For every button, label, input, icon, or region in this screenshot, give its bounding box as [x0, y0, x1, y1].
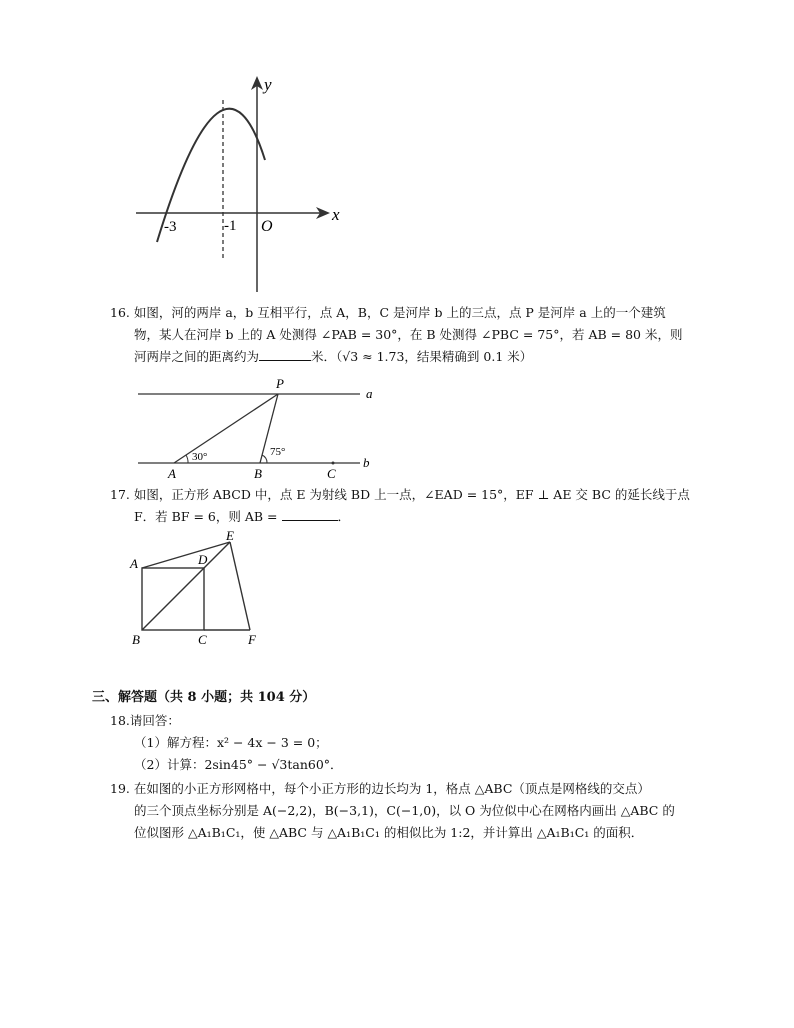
y-axis-label: y: [264, 75, 272, 94]
question-19: [110, 778, 675, 844]
q19-line-2: 的三个顶点坐标分别是 A(−2,2)，B(−3,1)，C(−1,0)，以 O 为位似中心在网格内画出 △ABC 的: [134, 803, 675, 818]
square-figure: [126, 528, 276, 650]
label-F: F: [248, 632, 256, 647]
label-A: A: [130, 556, 138, 571]
angle-label-30: 30°: [192, 451, 208, 463]
q16-line-2: 物，某人在河岸 b 上的 A 处测得 ∠PAB = 30°，在 B 处测得 ∠PBC = 75°，若 AB = 80 米，则: [134, 327, 683, 342]
label-D: D: [198, 552, 208, 567]
answer-blank-17[interactable]: [282, 508, 338, 521]
label-B: B: [254, 466, 262, 481]
q19-line-1: 19. 在如图的小正方形网格中，每个小正方形的边长均为 1，格点 △ABC（顶点是网格线的交点）: [110, 781, 650, 796]
x-axis-label: x: [332, 205, 340, 224]
question-17: [110, 484, 690, 528]
label-A: A: [168, 466, 176, 481]
q16-line-3: 河两岸之间的距离约为 米．（√3 ≈ 1.73，结果精确到 0.1 米）: [134, 349, 533, 364]
parabola-figure: [130, 70, 350, 300]
q19-line-3: 位似图形 △A₁B₁C₁，使 △ABC 与 △A₁B₁C₁ 的相似比为 1:2，并计算出 △A₁B₁C₁ 的面积．: [134, 825, 644, 840]
q18-part-1: （1）解方程：x² − 4x − 3 = 0；: [134, 735, 328, 750]
tick-label-neg3: -3: [164, 219, 177, 235]
label-B: B: [132, 632, 140, 647]
question-18: [110, 710, 343, 776]
q16-number: 16.: [110, 305, 130, 320]
q18-number: 18.: [110, 713, 130, 728]
segment-EF: [230, 542, 250, 630]
label-C: C: [327, 466, 336, 481]
q18-prompt: 18.请回答：: [110, 713, 180, 728]
label-C: C: [198, 632, 207, 647]
origin-label: O: [261, 218, 273, 235]
angle-label-75: 75°: [270, 446, 286, 458]
angle-arc-B: [262, 455, 267, 463]
q17-line-2: F．若 BF = 6，则 AB = ．: [134, 509, 351, 524]
river-figure: [130, 374, 380, 482]
question-16: [110, 302, 682, 368]
q19-number: 19.: [110, 781, 130, 796]
tick-label-neg1: -1: [224, 218, 237, 234]
q18-part-2: （2）计算：2sin45° − √3tan60°．: [134, 757, 343, 772]
label-P: P: [276, 376, 284, 391]
answer-blank-16[interactable]: [259, 348, 311, 361]
label-E: E: [226, 528, 234, 543]
q17-line-1: 17. 如图，正方形 ABCD 中，点 E 为射线 BD 上一点，∠EAD = 15°，EF ⊥ AE 交 BC 的延长线于点: [110, 487, 690, 502]
angle-arc-A: [186, 455, 188, 463]
q17-number: 17.: [110, 487, 130, 502]
q16-line-1: 16. 如图，河的两岸 a，b 互相平行，点 A，B，C 是河岸 b 上的三点，点 P 是河岸 a 上的一个建筑: [110, 305, 666, 320]
section-3-title: 三、解答题（共 8 小题；共 104 分）: [92, 690, 316, 705]
label-a: a: [366, 386, 373, 401]
point-C: [332, 462, 335, 465]
label-b: b: [363, 455, 370, 470]
